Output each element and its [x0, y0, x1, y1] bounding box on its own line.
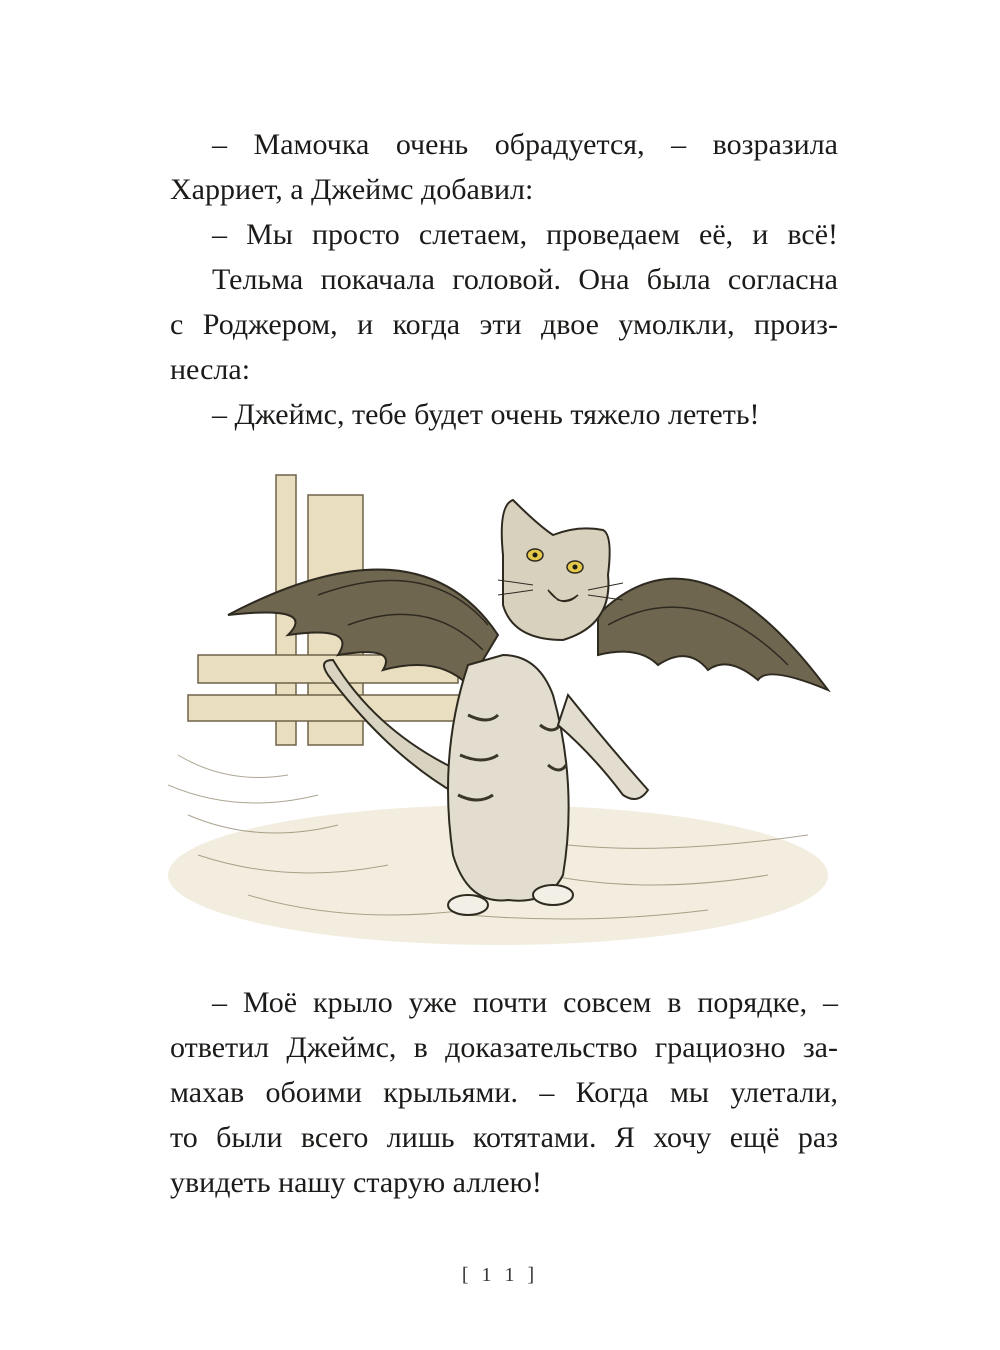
- top-text-block: [170, 122, 838, 437]
- text-line: – Моё крыло уже почти совсем в порядке, –: [212, 986, 838, 1019]
- text-line: – Мамочка очень обрадуется, – возразила: [212, 128, 838, 161]
- cat-body: [448, 655, 569, 901]
- right-wing: [598, 579, 828, 690]
- cat-paw-left: [448, 895, 488, 915]
- text-line: с Роджером, и когда эти двое умолкли, произ-: [170, 308, 838, 341]
- text-line: Тельма покачала головой. Она была согласна: [212, 263, 838, 296]
- text-line: – Мы просто слетаем, проведаем её, и всё!: [212, 218, 838, 251]
- text-line: увидеть нашу старую аллею!: [170, 1166, 542, 1199]
- text-line: то были всего лишь котятами. Я хочу ещё раз: [170, 1121, 838, 1154]
- cat-head: [502, 500, 610, 640]
- text-line: несла:: [170, 353, 251, 386]
- cat-paw-right: [533, 885, 573, 905]
- bottom-text-block: [170, 980, 838, 1205]
- winged-cat-illustration: [168, 455, 840, 945]
- cat-raised-paw: [558, 695, 648, 799]
- text-line: – Джеймс, тебе будет очень тяжело лететь!: [212, 398, 760, 431]
- page-number: [ 1 1 ]: [461, 1264, 539, 1286]
- text-line: Харриет, а Джеймс добавил:: [170, 173, 534, 206]
- text-line: ответил Джеймс, в доказательство грациозно за-: [170, 1031, 838, 1064]
- text-line: махав обоими крыльями. – Когда мы улетали,: [170, 1076, 838, 1109]
